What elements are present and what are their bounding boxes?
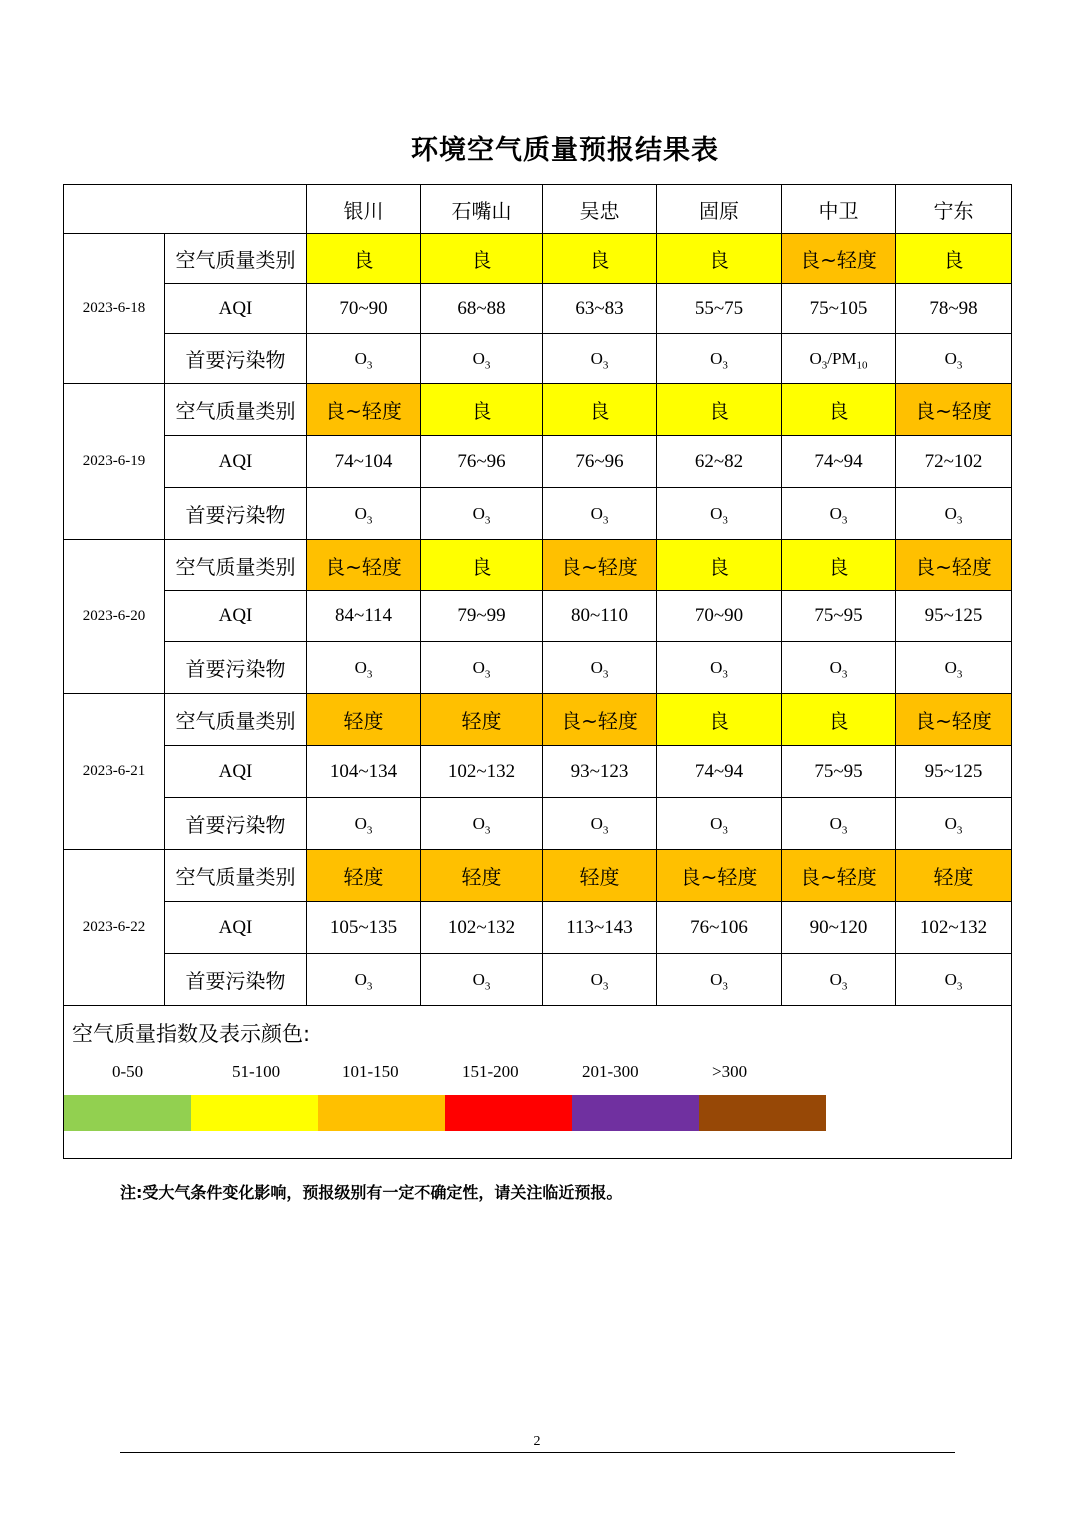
pollutant-subscript: 3 xyxy=(956,513,963,526)
pollutant-subscript: 3 xyxy=(484,979,491,992)
aqi-cell: 102~132 xyxy=(896,902,1012,954)
category-cell: 良 xyxy=(421,540,543,591)
legend-color-swatch xyxy=(572,1095,699,1131)
pollutant-text: O xyxy=(590,657,603,677)
category-cell: 良~轻度 xyxy=(543,694,657,746)
category-cell: 良 xyxy=(896,234,1012,284)
pollutant-cell xyxy=(307,798,421,850)
pollutant-cell xyxy=(657,334,782,384)
legend-cell xyxy=(64,1006,1012,1159)
aqi-cell: 79~99 xyxy=(421,591,543,642)
category-cell: 良 xyxy=(543,234,657,284)
pollutant-text: O xyxy=(590,813,603,833)
aqi-cell: 78~98 xyxy=(896,284,1012,334)
aqi-cell: 63~83 xyxy=(543,284,657,334)
pollutant-text: O xyxy=(354,348,367,368)
pollutant-text: O xyxy=(710,503,723,523)
page-title: 环境空气质量预报结果表 xyxy=(411,135,719,166)
category-cell: 良 xyxy=(657,540,782,591)
aqi-row xyxy=(64,436,1012,488)
pollutant-label: 首要污染物 xyxy=(165,488,307,540)
legend-color-swatch xyxy=(445,1095,572,1131)
date-cell: 2023-6-19 xyxy=(64,384,165,540)
pollutant-text: O xyxy=(710,813,723,833)
pollutant-cell xyxy=(657,954,782,1006)
category-cell: 良 xyxy=(543,384,657,436)
aqi-row xyxy=(64,284,1012,334)
pollutant-cell xyxy=(657,798,782,850)
pollutant-label: 首要污染物 xyxy=(165,954,307,1006)
pollutant-subscript: 3 xyxy=(366,823,373,836)
pollutant-subscript: 3 xyxy=(956,979,963,992)
date-cell: 2023-6-22 xyxy=(64,850,165,1006)
aqi-cell: 76~96 xyxy=(543,436,657,488)
category-cell: 良 xyxy=(657,694,782,746)
category-cell: 轻度 xyxy=(307,850,421,902)
aqi-cell: 84~114 xyxy=(307,591,421,642)
pollutant-text: /PM xyxy=(827,348,857,368)
city-header: 吴忠 xyxy=(543,185,657,234)
pollutant-subscript: 3 xyxy=(722,513,728,526)
pollutant-subscript: 3 xyxy=(602,979,609,992)
aqi-label: AQI xyxy=(165,436,307,488)
legend-color-swatch xyxy=(318,1095,445,1131)
pollutant-text: O xyxy=(354,657,367,677)
category-label: 空气质量类别 xyxy=(165,384,307,436)
pollutant-row xyxy=(64,954,1012,1006)
category-cell: 良~轻度 xyxy=(896,384,1012,436)
pollutant-text: O xyxy=(472,348,485,368)
aqi-cell: 90~120 xyxy=(782,902,896,954)
category-cell: 良~轻度 xyxy=(657,850,782,902)
category-label: 空气质量类别 xyxy=(165,694,307,746)
pollutant-subscript: 3 xyxy=(602,358,609,371)
pollutant-cell xyxy=(421,488,543,540)
date-cell: 2023-6-21 xyxy=(64,694,165,850)
aqi-row xyxy=(64,902,1012,954)
pollutant-cell xyxy=(421,334,543,384)
legend-color-swatch xyxy=(64,1095,191,1131)
pollutant-text: O xyxy=(944,969,957,989)
pollutant-cell xyxy=(307,488,421,540)
pollutant-text: O xyxy=(472,657,485,677)
category-cell: 良 xyxy=(782,384,896,436)
category-cell: 良~轻度 xyxy=(307,384,421,436)
city-header: 石嘴山 xyxy=(421,185,543,234)
pollutant-subscript: 3 xyxy=(722,358,728,371)
city-header: 中卫 xyxy=(782,185,896,234)
category-row xyxy=(64,540,1012,591)
pollutant-cell xyxy=(896,954,1012,1006)
header-row xyxy=(64,185,1012,234)
category-row xyxy=(64,384,1012,436)
aqi-label: AQI xyxy=(165,591,307,642)
pollutant-row xyxy=(64,488,1012,540)
pollutant-text: O xyxy=(944,657,957,677)
pollutant-cell xyxy=(421,798,543,850)
aqi-cell: 68~88 xyxy=(421,284,543,334)
aqi-row xyxy=(64,746,1012,798)
pollutant-cell xyxy=(782,642,896,694)
pollutant-text: O xyxy=(829,657,842,677)
category-cell: 良~轻度 xyxy=(782,234,896,284)
category-cell: 轻度 xyxy=(896,850,1012,902)
forecast-note: 注:受大气条件变化影响，预报级别有一定不确定性，请关注临近预报。 xyxy=(120,1183,623,1202)
pollutant-text: O xyxy=(354,813,367,833)
pollutant-text: O xyxy=(472,813,485,833)
city-header: 固原 xyxy=(657,185,782,234)
aqi-cell: 62~82 xyxy=(657,436,782,488)
pollutant-subscript: 10 xyxy=(856,358,868,371)
pollutant-subscript: 3 xyxy=(841,823,848,836)
category-cell: 轻度 xyxy=(307,694,421,746)
category-cell: 良 xyxy=(782,540,896,591)
aqi-cell: 113~143 xyxy=(543,902,657,954)
legend-range-label: >300 xyxy=(712,1062,748,1081)
pollutant-cell xyxy=(543,798,657,850)
aqi-cell: 95~125 xyxy=(896,591,1012,642)
pollutant-subscript: 3 xyxy=(366,979,373,992)
footer-rule xyxy=(120,1452,955,1453)
date-cell: 2023-6-20 xyxy=(64,540,165,694)
aqi-cell: 102~132 xyxy=(421,902,543,954)
pollutant-cell xyxy=(421,642,543,694)
pollutant-text: O xyxy=(710,657,723,677)
category-cell: 轻度 xyxy=(421,850,543,902)
aqi-cell: 75~95 xyxy=(782,591,896,642)
aqi-row xyxy=(64,591,1012,642)
city-header: 宁东 xyxy=(896,185,1012,234)
pollutant-text: O xyxy=(354,503,367,523)
aqi-cell: 105~135 xyxy=(307,902,421,954)
pollutant-cell xyxy=(896,488,1012,540)
city-header: 银川 xyxy=(307,185,421,234)
legend-color-swatch xyxy=(191,1095,318,1131)
pollutant-cell xyxy=(782,954,896,1006)
aqi-cell: 72~102 xyxy=(896,436,1012,488)
pollutant-text: O xyxy=(472,969,485,989)
category-cell: 良 xyxy=(421,234,543,284)
pollutant-cell xyxy=(543,334,657,384)
aqi-label: AQI xyxy=(165,902,307,954)
legend-range-label: 51-100 xyxy=(232,1062,281,1081)
legend-color-swatch xyxy=(699,1095,826,1131)
category-cell: 良~轻度 xyxy=(896,540,1012,591)
pollutant-cell xyxy=(896,642,1012,694)
pollutant-cell xyxy=(543,488,657,540)
pollutant-cell xyxy=(307,642,421,694)
pollutant-text: O xyxy=(944,813,957,833)
pollutant-subscript: 3 xyxy=(722,667,728,680)
pollutant-cell xyxy=(543,642,657,694)
pollutant-cell xyxy=(307,954,421,1006)
category-cell: 良~轻度 xyxy=(782,850,896,902)
pollutant-subscript: 3 xyxy=(821,358,828,371)
aqi-cell: 75~95 xyxy=(782,746,896,798)
pollutant-subscript: 3 xyxy=(602,823,609,836)
pollutant-subscript: 3 xyxy=(484,823,491,836)
aqi-cell: 93~123 xyxy=(543,746,657,798)
pollutant-subscript: 3 xyxy=(602,513,609,526)
pollutant-subscript: 3 xyxy=(841,979,848,992)
pollutant-cell xyxy=(896,798,1012,850)
category-cell: 良~轻度 xyxy=(896,694,1012,746)
aqi-cell: 76~106 xyxy=(657,902,782,954)
aqi-cell: 70~90 xyxy=(307,284,421,334)
legend-row xyxy=(64,1006,1012,1159)
pollutant-text: O xyxy=(590,503,603,523)
aqi-cell: 70~90 xyxy=(657,591,782,642)
category-cell: 良 xyxy=(657,384,782,436)
date-cell: 2023-6-18 xyxy=(64,234,165,384)
category-row xyxy=(64,850,1012,902)
aqi-cell: 80~110 xyxy=(543,591,657,642)
category-row xyxy=(64,694,1012,746)
pollutant-cell xyxy=(782,798,896,850)
pollutant-subscript: 3 xyxy=(841,667,848,680)
pollutant-subscript: 3 xyxy=(956,358,963,371)
aqi-cell: 104~134 xyxy=(307,746,421,798)
pollutant-cell xyxy=(782,334,896,384)
pollutant-text: O xyxy=(944,348,957,368)
category-cell: 良 xyxy=(782,694,896,746)
pollutant-subscript: 3 xyxy=(722,979,728,992)
category-cell: 轻度 xyxy=(421,694,543,746)
pollutant-label: 首要污染物 xyxy=(165,334,307,384)
pollutant-cell xyxy=(657,642,782,694)
aqi-cell: 74~94 xyxy=(657,746,782,798)
legend-range-label: 0-50 xyxy=(112,1062,144,1081)
category-cell: 良 xyxy=(657,234,782,284)
aqi-cell: 55~75 xyxy=(657,284,782,334)
aqi-cell: 74~104 xyxy=(307,436,421,488)
header-blank xyxy=(64,185,307,234)
forecast-table xyxy=(63,184,1012,1159)
pollutant-subscript: 3 xyxy=(366,513,373,526)
pollutant-text: O xyxy=(710,348,723,368)
pollutant-text: O xyxy=(829,813,842,833)
pollutant-subscript: 3 xyxy=(841,513,848,526)
pollutant-cell xyxy=(657,488,782,540)
pollutant-subscript: 3 xyxy=(484,358,491,371)
pollutant-text: O xyxy=(590,348,603,368)
pollutant-cell xyxy=(421,954,543,1006)
legend-range-label: 101-150 xyxy=(342,1062,399,1081)
legend-range-label: 151-200 xyxy=(462,1062,519,1081)
aqi-cell: 102~132 xyxy=(421,746,543,798)
pollutant-row xyxy=(64,798,1012,850)
aqi-cell: 76~96 xyxy=(421,436,543,488)
aqi-cell: 75~105 xyxy=(782,284,896,334)
category-label: 空气质量类别 xyxy=(165,850,307,902)
pollutant-text: O xyxy=(354,969,367,989)
pollutant-text: O xyxy=(809,348,822,368)
legend-range-label: 201-300 xyxy=(582,1062,639,1081)
pollutant-subscript: 3 xyxy=(722,823,728,836)
category-cell: 良 xyxy=(421,384,543,436)
pollutant-subscript: 3 xyxy=(956,823,963,836)
pollutant-subscript: 3 xyxy=(366,358,373,371)
aqi-label: AQI xyxy=(165,746,307,798)
category-cell: 轻度 xyxy=(543,850,657,902)
pollutant-subscript: 3 xyxy=(602,667,609,680)
pollutant-subscript: 3 xyxy=(366,667,373,680)
pollutant-subscript: 3 xyxy=(484,513,491,526)
aqi-cell: 95~125 xyxy=(896,746,1012,798)
pollutant-cell xyxy=(782,488,896,540)
pollutant-row xyxy=(64,642,1012,694)
pollutant-text: O xyxy=(472,503,485,523)
category-label: 空气质量类别 xyxy=(165,234,307,284)
aqi-label: AQI xyxy=(165,284,307,334)
pollutant-row xyxy=(64,334,1012,384)
category-cell: 良~轻度 xyxy=(543,540,657,591)
pollutant-text: O xyxy=(710,969,723,989)
pollutant-label: 首要污染物 xyxy=(165,642,307,694)
category-label: 空气质量类别 xyxy=(165,540,307,591)
pollutant-text: O xyxy=(944,503,957,523)
legend-title: 空气质量指数及表示颜色: xyxy=(72,1022,311,1046)
page-number: 2 xyxy=(533,1434,541,1449)
aqi-cell: 74~94 xyxy=(782,436,896,488)
pollutant-label: 首要污染物 xyxy=(165,798,307,850)
pollutant-text: O xyxy=(829,503,842,523)
pollutant-subscript: 3 xyxy=(484,667,491,680)
pollutant-text: O xyxy=(590,969,603,989)
pollutant-cell xyxy=(307,334,421,384)
pollutant-subscript: 3 xyxy=(956,667,963,680)
category-row xyxy=(64,234,1012,284)
pollutant-cell xyxy=(896,334,1012,384)
pollutant-cell xyxy=(543,954,657,1006)
pollutant-text: O xyxy=(829,969,842,989)
category-cell: 良~轻度 xyxy=(307,540,421,591)
category-cell: 良 xyxy=(307,234,421,284)
